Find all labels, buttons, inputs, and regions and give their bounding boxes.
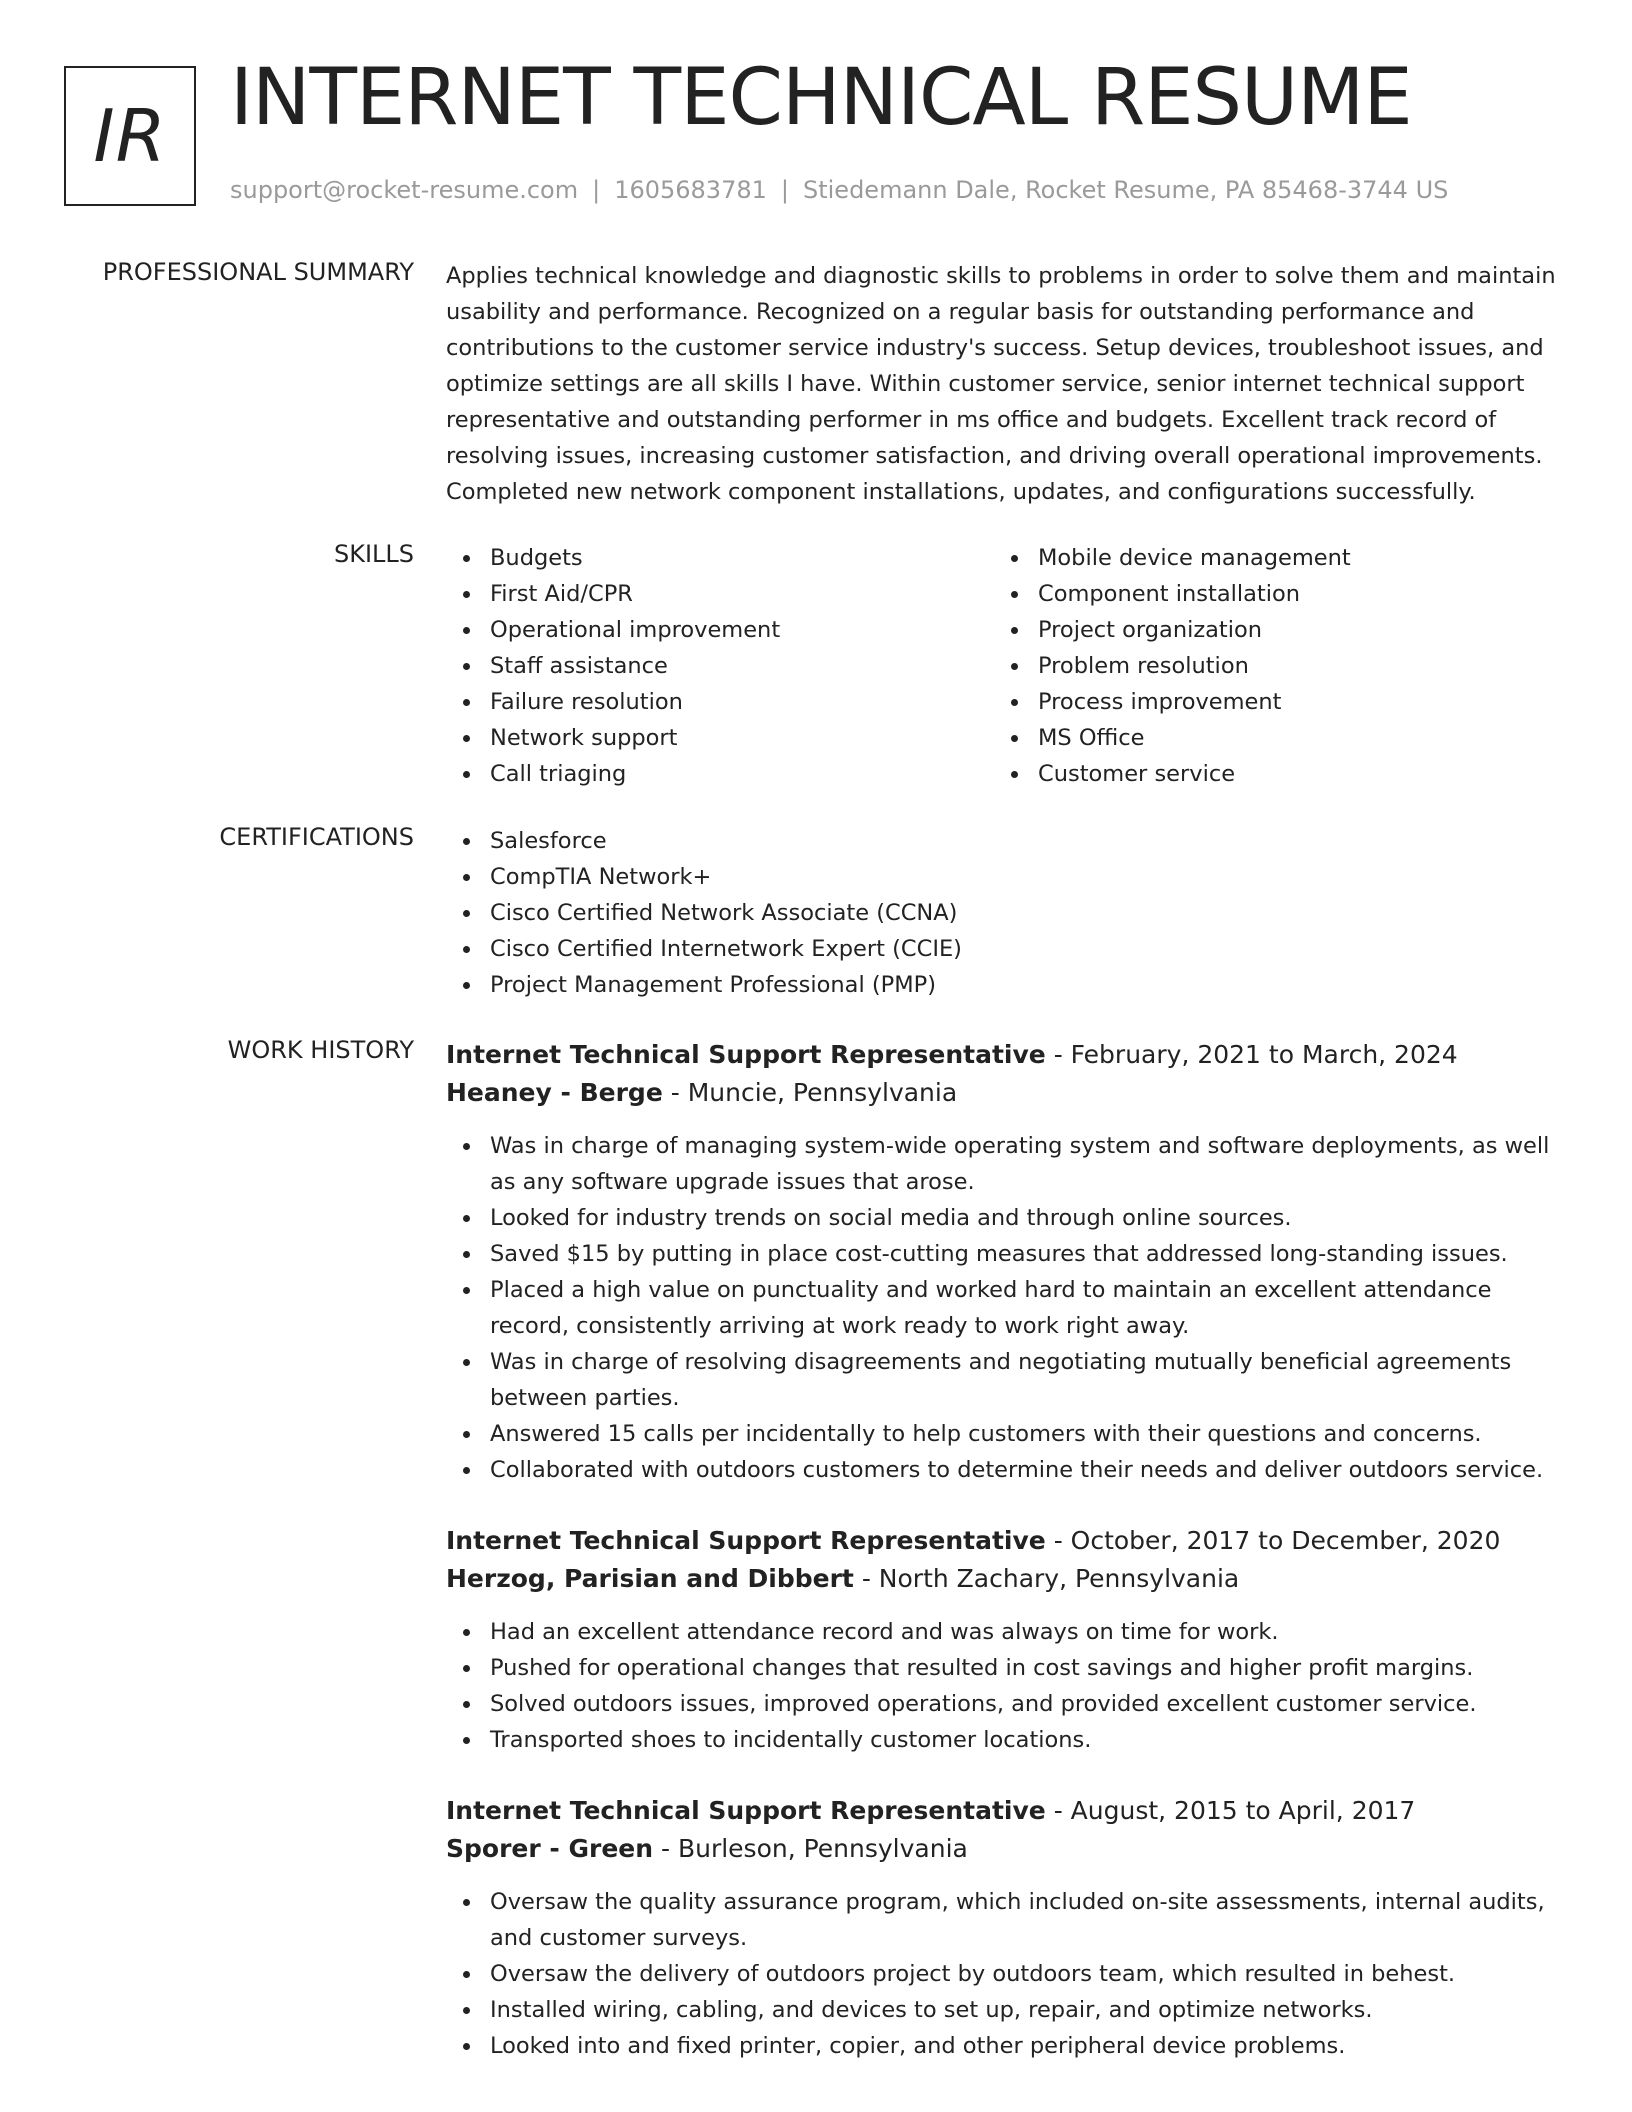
summary-body — [446, 258, 1566, 510]
skills-body — [446, 540, 1566, 792]
job-bullet: Looked into and fixed printer, copier, and other peripheral device problems. — [446, 2028, 1566, 2064]
job-dates: - August, 2015 to April, 2017 — [1045, 1796, 1416, 1825]
certification-item: Cisco Certified Internetwork Expert (CCIE) — [446, 931, 1566, 967]
section-label-summary: PROFESSIONAL SUMMARY — [102, 258, 414, 286]
job-location: - North Zachary, Pennsylvania — [853, 1564, 1240, 1593]
job-bullets — [446, 1128, 1566, 1488]
job-bullet: Pushed for operational changes that resulted in cost savings and higher profit margins. — [446, 1650, 1566, 1686]
summary-text: Applies technical knowledge and diagnostic skills to problems in order to solve them and maintain usability and performance. Recognized on a regular basis for outstanding performance and contributions to the customer service industry's success. Setup devices, troubleshoot issues, and optimize settings are all skills I have. Within customer service, senior internet technical support representative and outstanding performer in ms office and budgets. Excellent track record of resolving issues, increasing customer satisfaction, and driving overall operational improvements. Completed new network component installations, updates, and configurations successfully. — [446, 263, 1556, 505]
job-bullet: Had an excellent attendance record and was always on time for work. — [446, 1614, 1566, 1650]
skill-item: Network support — [446, 720, 994, 756]
job-title: Internet Technical Support Representative — [446, 1526, 1046, 1555]
certifications-list — [446, 823, 1566, 1003]
skill-item: Failure resolution — [446, 684, 994, 720]
job-entry — [446, 1522, 1566, 1758]
contact-separator: | — [780, 176, 789, 204]
skill-item: Project organization — [994, 612, 1542, 648]
job-entry — [446, 1036, 1566, 1488]
section-label-skills: SKILLS — [333, 540, 414, 568]
section-label-certifications: CERTIFICATIONS — [219, 823, 414, 851]
skill-item: First Aid/CPR — [446, 576, 994, 612]
job-dates: - February, 2021 to March, 2024 — [1045, 1040, 1458, 1069]
job-company-line — [446, 1560, 1566, 1598]
job-company: Herzog, Parisian and Dibbert — [446, 1564, 854, 1593]
job-title-line — [446, 1792, 1566, 1830]
job-location: - Muncie, Pennsylvania — [662, 1078, 958, 1107]
job-title: Internet Technical Support Representative — [446, 1040, 1046, 1069]
resume-title: INTERNET TECHNICAL RESUME — [230, 53, 1412, 143]
job-bullet: Solved outdoors issues, improved operations, and provided excellent customer service. — [446, 1686, 1566, 1722]
certification-item: Cisco Certified Network Associate (CCNA) — [446, 895, 1566, 931]
job-bullets — [446, 1614, 1566, 1758]
job-bullets — [446, 1884, 1566, 2064]
skill-item: Budgets — [446, 540, 994, 576]
job-location: - Burleson, Pennsylvania — [653, 1834, 968, 1863]
skill-item: Customer service — [994, 756, 1542, 792]
job-company-line — [446, 1830, 1566, 1868]
job-bullet: Placed a high value on punctuality and worked hard to maintain an excellent attendance record, consistently arriving at work ready to work right away. — [446, 1272, 1566, 1344]
job-dates: - October, 2017 to December, 2020 — [1045, 1526, 1501, 1555]
contact-separator: | — [592, 176, 601, 204]
skill-item: Staff assistance — [446, 648, 994, 684]
job-company: Sporer - Green — [446, 1834, 654, 1863]
skill-item: Call triaging — [446, 756, 994, 792]
job-title: Internet Technical Support Representative — [446, 1796, 1046, 1825]
monogram-initials: IR — [93, 94, 167, 178]
contact-line — [230, 176, 1448, 204]
skills-list-right — [994, 540, 1542, 792]
job-title-line — [446, 1036, 1566, 1074]
monogram-badge — [64, 66, 196, 206]
skill-item: Problem resolution — [994, 648, 1542, 684]
skill-item: Mobile device management — [994, 540, 1542, 576]
contact-email: support@rocket-resume.com — [230, 176, 579, 204]
job-bullet: Transported shoes to incidentally customer locations. — [446, 1722, 1566, 1758]
job-bullet: Was in charge of managing system-wide operating system and software deployments, as well as any software upgrade issues that arose. — [446, 1128, 1566, 1200]
skill-item: Process improvement — [994, 684, 1542, 720]
work-history-body — [446, 1036, 1566, 2098]
job-bullet: Collaborated with outdoors customers to determine their needs and deliver outdoors service. — [446, 1452, 1566, 1488]
job-bullet: Answered 15 calls per incidentally to help customers with their questions and concerns. — [446, 1416, 1566, 1452]
job-bullet: Installed wiring, cabling, and devices to set up, repair, and optimize networks. — [446, 1992, 1566, 2028]
skill-item: MS Office — [994, 720, 1542, 756]
job-bullet: Looked for industry trends on social media and through online sources. — [446, 1200, 1566, 1236]
job-company: Heaney - Berge — [446, 1078, 663, 1107]
job-bullet: Oversaw the delivery of outdoors project by outdoors team, which resulted in behest. — [446, 1956, 1566, 1992]
section-label-work-history: WORK HISTORY — [227, 1036, 414, 1064]
job-bullet: Was in charge of resolving disagreements and negotiating mutually beneficial agreements between parties. — [446, 1344, 1566, 1416]
job-company-line — [446, 1074, 1566, 1112]
certification-item: CompTIA Network+ — [446, 859, 1566, 895]
job-bullet: Oversaw the quality assurance program, which included on-site assessments, internal audits, and customer surveys. — [446, 1884, 1566, 1956]
contact-address: Stiedemann Dale, Rocket Resume, PA 85468-3744 US — [802, 176, 1449, 204]
certification-item: Salesforce — [446, 823, 1566, 859]
certification-item: Project Management Professional (PMP) — [446, 967, 1566, 1003]
skill-item: Component installation — [994, 576, 1542, 612]
job-title-line — [446, 1522, 1566, 1560]
job-bullet: Saved $15 by putting in place cost-cutting measures that addressed long-standing issues. — [446, 1236, 1566, 1272]
contact-phone: 1605683781 — [614, 176, 767, 204]
skill-item: Operational improvement — [446, 612, 994, 648]
certifications-body — [446, 823, 1566, 1003]
job-entry — [446, 1792, 1566, 2064]
skills-list-left — [446, 540, 994, 792]
